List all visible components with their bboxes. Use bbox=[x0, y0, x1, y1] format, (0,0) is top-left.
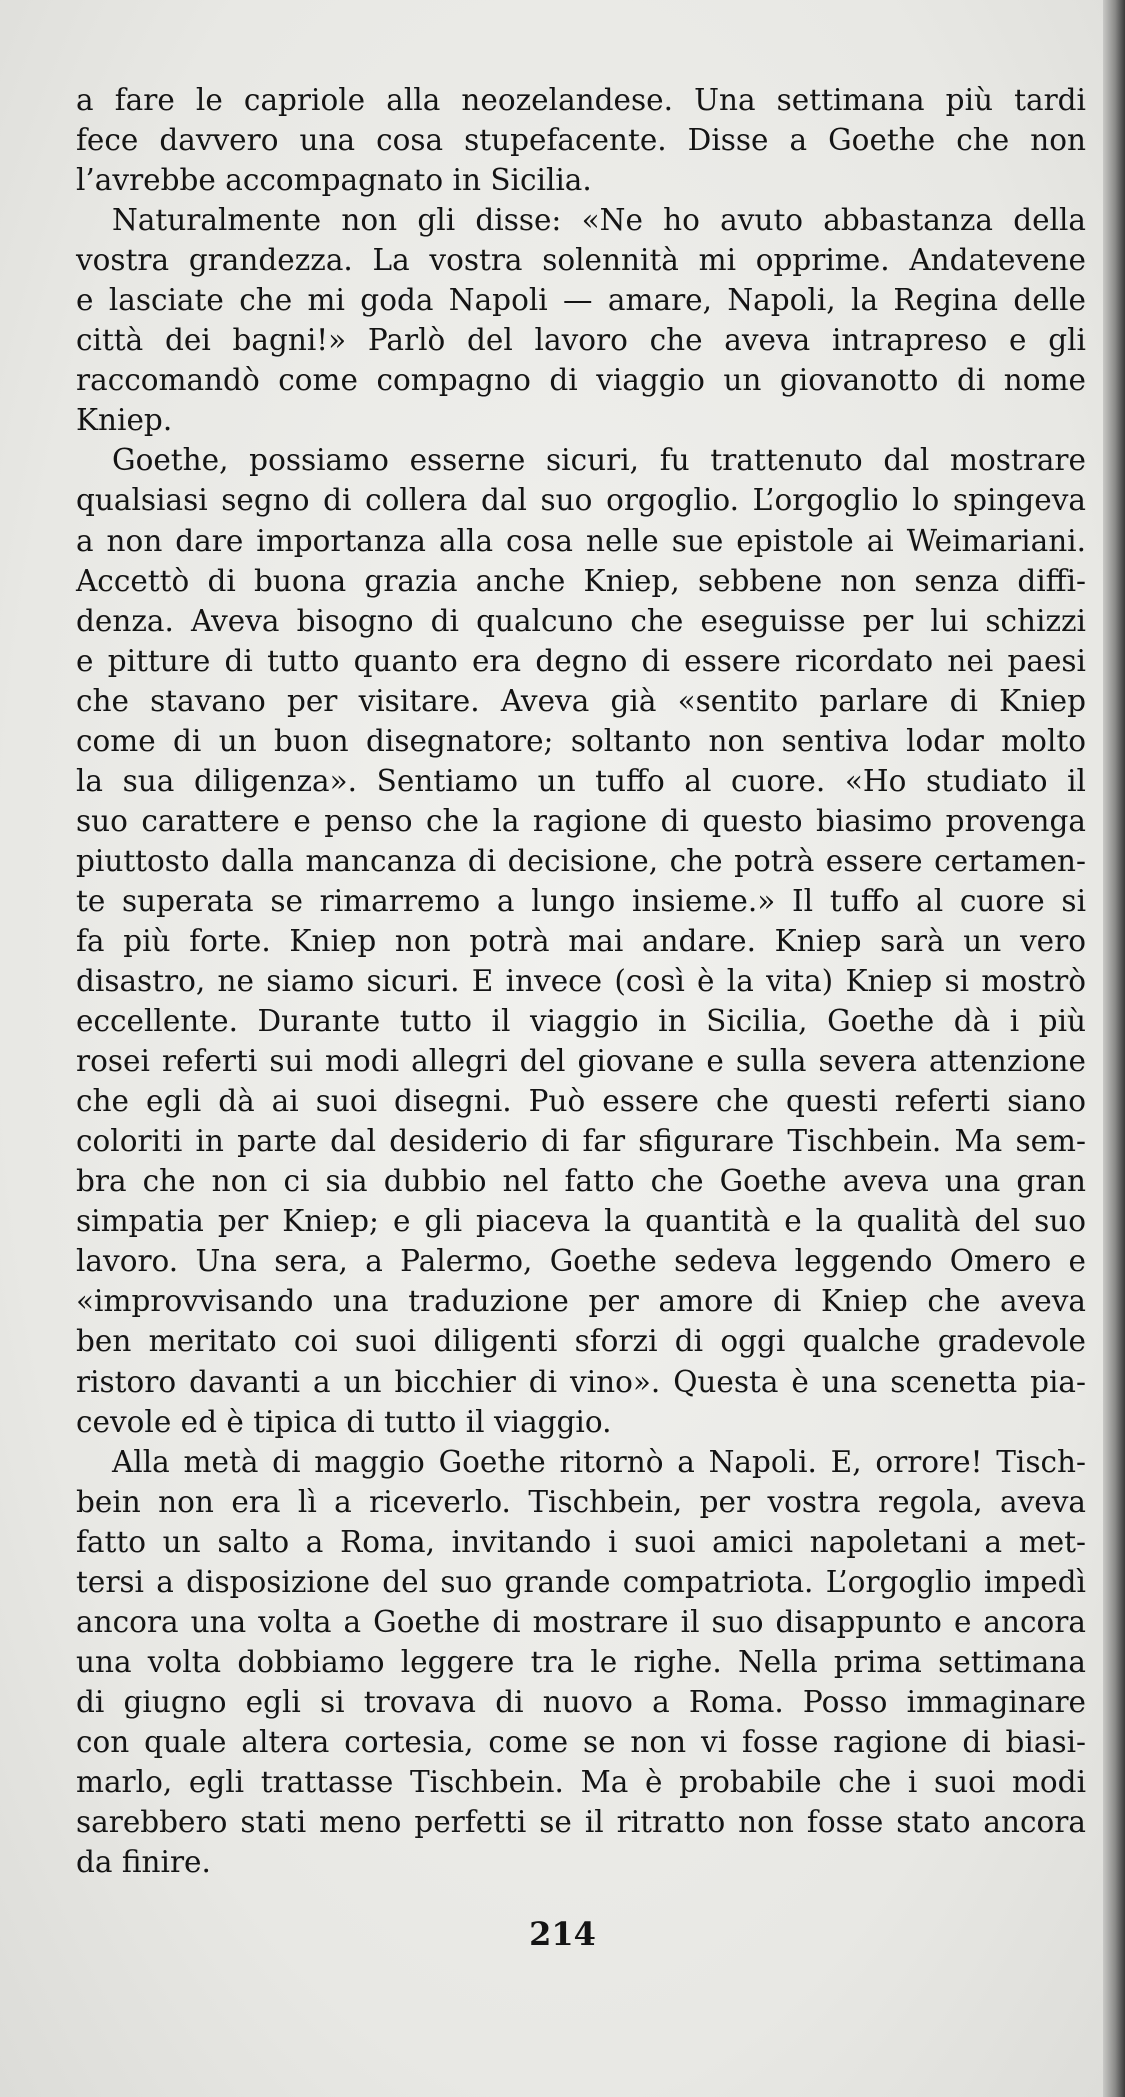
paragraph-start-line: Goethe, possiamo esserne sicuri, fu trattenuto dal mostrare bbox=[112, 443, 1086, 478]
text-line: e pitture di tutto quanto era degno di essere ricordato nei paesi bbox=[76, 643, 1086, 678]
text-line: coloriti in parte dal desiderio di far sfigurare Tischbein. Ma sem- bbox=[76, 1124, 1086, 1159]
text-line: marlo, egli trattasse Tischbein. Ma è probabile che i suoi modi bbox=[76, 1764, 1086, 1799]
text-line: a non dare importanza alla cosa nelle sue epistole ai Weimariani. bbox=[76, 523, 1086, 558]
text-line: eccellente. Durante tutto il viaggio in Sicilia, Goethe dà i più bbox=[76, 1004, 1086, 1039]
text-line: l’avrebbe accompagnato in Sicilia. bbox=[76, 163, 592, 198]
body-text bbox=[76, 80, 1086, 1882]
text-line: ancora una volta a Goethe di mostrare il suo disappunto e ancora bbox=[76, 1604, 1086, 1639]
text-line: da finire. bbox=[76, 1845, 211, 1880]
text-line: ristoro davanti a un bicchier di vino». Questa è una scenetta pia- bbox=[76, 1364, 1086, 1399]
paragraph-start-line: Alla metà di maggio Goethe ritornò a Napoli. E, orrore! Tisch- bbox=[112, 1444, 1086, 1479]
page-number: 214 bbox=[529, 1915, 596, 1953]
text-line: e lasciate che mi goda Napoli — amare, Napoli, la Regina delle bbox=[76, 283, 1086, 318]
text-line: rosei referti sui modi allegri del giovane e sulla severa attenzione bbox=[76, 1044, 1086, 1079]
text-line: come di un buon disegnatore; soltanto non sentiva lodar molto bbox=[76, 723, 1086, 758]
text-line: che egli dà ai suoi disegni. Può essere che questi referti siano bbox=[76, 1084, 1086, 1119]
text-line: fa più forte. Kniep non potrà mai andare. Kniep sarà un vero bbox=[76, 923, 1086, 958]
text-line: con quale altera cortesia, come se non vi fosse ragione di biasi- bbox=[76, 1724, 1086, 1759]
text-line: denza. Aveva bisogno di qualcuno che eseguisse per lui schizzi bbox=[76, 603, 1086, 638]
text-line: bein non era lì a riceverlo. Tischbein, per vostra regola, aveva bbox=[76, 1484, 1086, 1519]
text-line: fece davvero una cosa stupefacente. Disse a Goethe che non bbox=[76, 123, 1086, 158]
text-line: tersi a disposizione del suo grande compatriota. L’orgoglio impedì bbox=[76, 1564, 1086, 1599]
text-line: ben meritato coi suoi diligenti sforzi di oggi qualche gradevole bbox=[76, 1324, 1086, 1359]
text-line: simpatia per Kniep; e gli piaceva la quantità e la qualità del suo bbox=[76, 1204, 1086, 1239]
text-line: te superata se rimarremo a lungo insieme.» Il tuffo al cuore si bbox=[76, 883, 1086, 918]
text-line: lavoro. Una sera, a Palermo, Goethe sedeva leggendo Omero e bbox=[76, 1244, 1086, 1279]
page-edge-shadow bbox=[1103, 0, 1125, 2097]
text-line: a fare le capriole alla neozelandese. Una settimana più tardi bbox=[76, 83, 1086, 117]
text-line: raccomandò come compagno di viaggio un giovanotto di nome bbox=[76, 363, 1086, 398]
paragraph-start-line: Naturalmente non gli disse: «Ne ho avuto abbastanza della bbox=[112, 203, 1086, 238]
text-line: una volta dobbiamo leggere tra le righe. Nella prima settimana bbox=[76, 1644, 1086, 1679]
text-line: qualsiasi segno di collera dal suo orgoglio. L’orgoglio lo spingeva bbox=[76, 483, 1086, 518]
text-line: Kniep. bbox=[76, 403, 173, 438]
text-line: di giugno egli si trovava di nuovo a Roma. Posso immaginare bbox=[76, 1684, 1086, 1719]
text-line: «improvvisando una traduzione per amore di Kniep che aveva bbox=[76, 1284, 1086, 1319]
text-line: che stavano per visitare. Aveva già «sentito parlare di Kniep bbox=[76, 683, 1086, 718]
text-line: città dei bagni!» Parlò del lavoro che aveva intrapreso e gli bbox=[76, 323, 1086, 358]
text-line: disastro, ne siamo sicuri. E invece (così è la vita) Kniep si mostrò bbox=[76, 964, 1086, 999]
text-line: bra che non ci sia dubbio nel fatto che Goethe aveva una gran bbox=[76, 1164, 1086, 1199]
text-line: fatto un salto a Roma, invitando i suoi amici napoletani a met- bbox=[76, 1524, 1086, 1559]
text-line: vostra grandezza. La vostra solennità mi opprime. Andatevene bbox=[76, 243, 1086, 278]
text-line: piuttosto dalla mancanza di decisione, che potrà essere certamen- bbox=[76, 843, 1086, 878]
text-line: sarebbero stati meno perfetti se il ritratto non fosse stato ancora bbox=[76, 1805, 1086, 1840]
text-line: Accettò di buona grazia anche Kniep, sebbene non senza diffi- bbox=[76, 563, 1086, 598]
text-line: suo carattere e penso che la ragione di questo biasimo provenga bbox=[76, 803, 1086, 838]
text-line: la sua diligenza». Sentiamo un tuffo al cuore. «Ho studiato il bbox=[76, 763, 1086, 798]
text-line: cevole ed è tipica di tutto il viaggio. bbox=[76, 1404, 612, 1439]
